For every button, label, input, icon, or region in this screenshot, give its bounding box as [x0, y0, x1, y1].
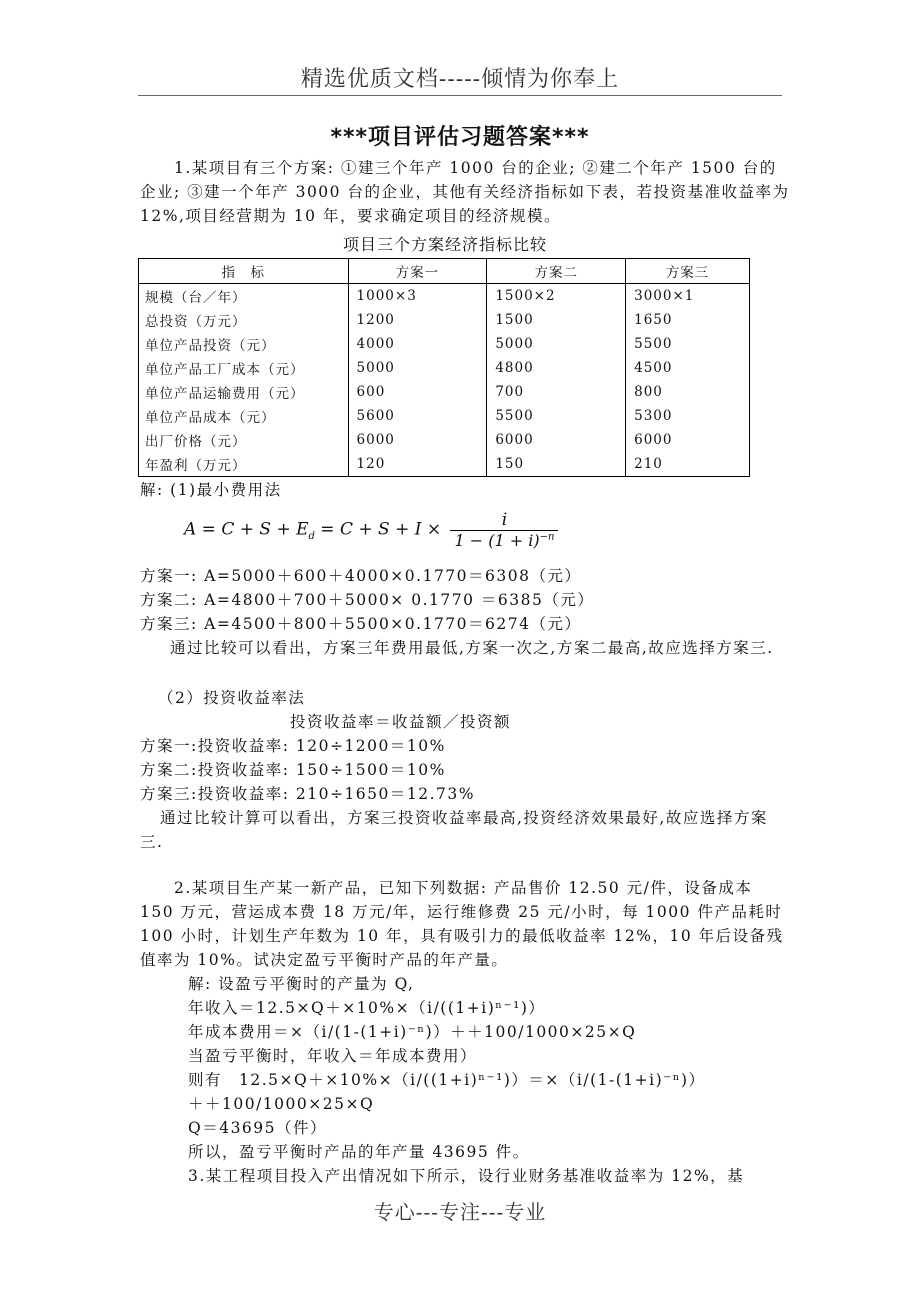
formula-denominator-base: 1 − (1 + i)	[454, 531, 540, 550]
table-cell: 4800	[487, 356, 626, 380]
table-cell: 6000	[487, 428, 626, 452]
conclusion-2: 通过比较计算可以看出，方案三投资收益率最高,投资经济效果最好,故应选择方案三.	[140, 809, 768, 851]
table-cell: 6000	[626, 428, 750, 452]
table-cell: 1650	[626, 308, 750, 332]
table-cell: 4000	[348, 332, 487, 356]
calc1-line: 方案三: A=4500＋800＋5500×0.1770＝6274（元）	[140, 615, 582, 633]
roi-formula: 投资收益率＝收益额／投资额	[290, 713, 512, 731]
table-cell: 150	[487, 452, 626, 477]
table-row-label: 年盈利（万元）	[139, 452, 349, 477]
q2-step: 解: 设盈亏平衡时的产量为 Q,	[188, 975, 415, 993]
comparison-table	[138, 258, 750, 477]
table-cell: 6000	[348, 428, 487, 452]
table-cell: 210	[626, 452, 750, 477]
table-cell: 5000	[487, 332, 626, 356]
formula-numerator: i	[450, 510, 558, 531]
table-row	[139, 404, 750, 428]
page-footer: 专心---专注---专业	[373, 1200, 547, 1224]
table-row	[139, 380, 750, 404]
table-row-label: 单位产品工厂成本（元）	[139, 356, 349, 380]
table-header-cell: 方案三	[626, 259, 750, 284]
table-row	[139, 356, 750, 380]
table-cell: 120	[348, 452, 487, 477]
table-row	[139, 332, 750, 356]
table-header-row	[139, 259, 750, 284]
table-row-label: 总投资（万元）	[139, 308, 349, 332]
table-row	[139, 452, 750, 477]
conclusion-1: 通过比较可以看出，方案三年费用最低,方案一次之,方案二最高,故应选择方案三.	[170, 639, 774, 657]
table-cell: 1000×3	[348, 284, 487, 309]
table-body	[139, 284, 750, 477]
q2-step: Q＝43695（件）	[188, 1119, 328, 1137]
header-divider	[138, 95, 782, 96]
table-row-label: 单位产品运输费用（元）	[139, 380, 349, 404]
calc2-line: 方案二:投资收益率: 150÷1500＝10%	[140, 761, 446, 779]
table-row	[139, 428, 750, 452]
formula-mid: = C + S + I ×	[314, 519, 442, 540]
q1-problem: 1.某项目有三个方案: ①建三个年产 1000 台的企业; ②建二个年产 1500 台的企业; ③建一个年产 3000 台的企业，其他有关经济指标如下表，若投资基准收益率为 12%,项目经营期为 10 年，要求确定项目的经济规模。	[140, 159, 790, 225]
calc1-line: 方案二: A=4800＋700＋5000× 0.1770 ＝6385（元）	[140, 591, 595, 609]
table-cell: 4500	[626, 356, 750, 380]
table-cell: 5600	[348, 404, 487, 428]
q2-step: 所以，盈亏平衡时产品的年产量 43695 件。	[188, 1143, 530, 1161]
table-cell: 5500	[626, 332, 750, 356]
table-row	[139, 284, 750, 309]
formula-lhs: A = C + S + E	[184, 519, 309, 540]
method-2-heading: （2）投资收益率法	[158, 689, 306, 707]
formula-denominator	[450, 531, 558, 550]
q2-step: 年收入＝12.5×Q＋×10%×（i/((1+i)ⁿ⁻¹)）	[188, 999, 546, 1017]
table-row-label: 单位产品投资（元）	[139, 332, 349, 356]
calc1-line: 方案一: A=5000＋600＋4000×0.1770＝6308（元）	[140, 567, 582, 585]
calc2-line: 方案一:投资收益率: 120÷1200＝10%	[140, 737, 446, 755]
formula-subscript: d	[308, 530, 315, 542]
calc2-line: 方案三:投资收益率: 210÷1650＝12.73%	[140, 785, 475, 803]
table-cell: 5500	[487, 404, 626, 428]
table-row	[139, 308, 750, 332]
q2-step: 则有 12.5×Q＋×10%×（i/((1+i)ⁿ⁻¹)）＝×（i/(1-(1+i)⁻ⁿ)）	[188, 1071, 706, 1089]
document-title: ***项目评估习题答案***	[330, 125, 590, 150]
formula-exponent: −n	[539, 531, 555, 543]
table-cell: 700	[487, 380, 626, 404]
table-cell: 5000	[348, 356, 487, 380]
solution-intro: 解: (1)最小费用法	[140, 481, 282, 499]
page-header: 精选优质文档-----倾情为你奉上	[300, 67, 620, 92]
table-header-cell: 指 标	[139, 259, 349, 284]
q2-step: 当盈亏平衡时，年收入＝年成本费用）	[188, 1047, 478, 1065]
table-cell: 1500×2	[487, 284, 626, 309]
q2-step: 年成本费用＝×（i/(1-(1+i)⁻ⁿ)）＋＋100/1000×25×Q	[188, 1023, 637, 1041]
table-cell: 600	[348, 380, 487, 404]
q2-step: ＋＋100/1000×25×Q	[188, 1095, 375, 1113]
q3-problem: 3.某工程项目投入产出情况如下所示，设行业财务基准收益率为 12%，基	[188, 1167, 745, 1185]
annual-cost-formula	[184, 510, 558, 550]
table-cell: 1200	[348, 308, 487, 332]
table-row-label: 单位产品成本（元）	[139, 404, 349, 428]
table-caption: 项目三个方案经济指标比较	[342, 235, 547, 254]
table-row-label: 规模（台／年）	[139, 284, 349, 309]
table-cell: 1500	[487, 308, 626, 332]
table-cell: 800	[626, 380, 750, 404]
table-cell: 5300	[626, 404, 750, 428]
table-header-cell: 方案一	[348, 259, 487, 284]
formula-fraction	[450, 510, 558, 550]
q2-problem: 2.某项目生产某一新产品，已知下列数据: 产品售价 12.50 元/件，设备成本 150 万元，营运成本费 18 万元/年，运行维修费 25 元/小时，每 1000 件产品耗时 100 小时，计划生产年数为 10 年，具有吸引力的最低收益率 12%，10 年后设备残值率为 10%。试决定盈亏平衡时产品的年产量。	[140, 879, 784, 969]
table-header-cell: 方案二	[487, 259, 626, 284]
table-row-label: 出厂价格（元）	[139, 428, 349, 452]
table-cell: 3000×1	[626, 284, 750, 309]
